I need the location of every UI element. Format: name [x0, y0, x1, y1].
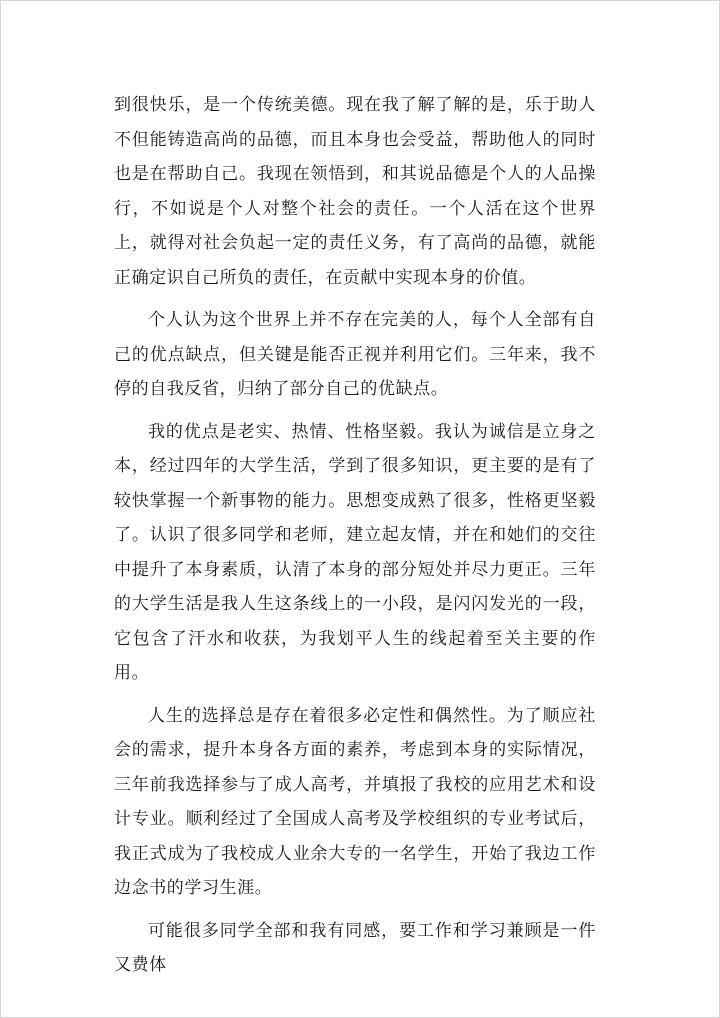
paragraph-3: 我的优点是老实、热情、性格坚毅。我认为诚信是立身之本，经过四年的大学生活，学到了很多知识，更主要的是有了较快掌握一个新事物的能力。思想变成熟了很多，性格更坚毅了。认识了很多同学和老师，建立起友情，并在和她们的交往中提升了本身素质，认清了本身的部分短处并尽力更正。三年的大学生活是我人生这条线上的一小段，是闪闪发光的一段，它包含了汗水和收获，为我划平人生的线起着至关主要的作用。 — [114, 421, 596, 683]
document-body — [114, 88, 596, 991]
paragraph-1: 到很快乐，是一个传统美德。现在我了解了解的是，乐于助人不但能铸造高尚的品德，而且本身也会受益，帮助他人的同时也是在帮助自己。我现在领悟到，和其说品德是个人的人品操行，不如说是个人对整个社会的责任。一个人活在这个世界上，就得对社会负起一定的责任义务，有了高尚的品德，就能正确定识自己所负的责任，在贡献中实现本身的价值。 — [114, 95, 596, 288]
paragraph-5: 可能很多同学全部和我有同感，要工作和学习兼顾是一件又费体 — [114, 920, 596, 975]
paragraph-4: 人生的选择总是存在着很多必定性和偶然性。为了顺应社会的需求，提升本身各方面的素养，考虑到本身的实际情况，三年前我选择参与了成人高考，并填报了我校的应用艺术和设计专业。顺利经过了全国成人高考及学校组织的专业考试后，我正式成为了我校成人业余大专的一名学生，开始了我边工作边念书的学习生涯。 — [114, 705, 596, 898]
paragraph-2: 个人认为这个世界上并不存在完美的人，每个人全部有自己的优点缺点，但关键是能否正视并利用它们。三年来，我不停的自我反省，归纳了部分自己的优缺点。 — [114, 310, 596, 399]
